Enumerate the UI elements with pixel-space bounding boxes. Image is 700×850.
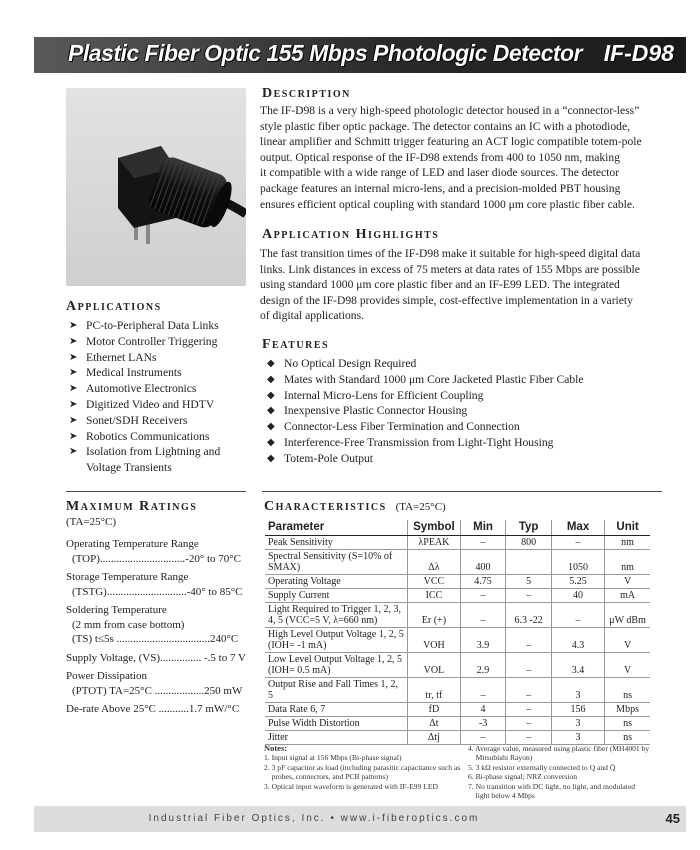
list-item: ➤ Sonet/SDH Receivers [69, 413, 188, 427]
list-item: ➤ Ethernet LANs [69, 350, 157, 364]
value-cell: – [506, 589, 552, 603]
notes-heading: Notes: [264, 743, 288, 753]
value-cell: -3 [460, 717, 506, 731]
value-cell: Er (+) [408, 603, 461, 628]
diamond-bullet-icon: ◆ [267, 436, 275, 448]
value-cell: 4.3 [551, 628, 604, 653]
value-cell: – [460, 536, 506, 550]
parameter-cell: Low Level Output Voltage 1, 2, 5 (IOH= 0.5 mA) [265, 653, 408, 678]
value-cell: 6.3 -22 [506, 603, 552, 628]
description-line: linear amplifier and Schmitt trigger featuring an ACT logic compatible totem-pole [260, 135, 642, 149]
note-line: 5. 3 kΩ resistor externally connected to Q and Q̄ [468, 762, 616, 772]
list-item: ◆ Internal Micro-Lens for Efficient Coupling [267, 388, 484, 402]
parameter-cell: Output Rise and Fall Times 1, 2, 5 [265, 678, 408, 703]
column-header: Max [551, 520, 604, 536]
value-cell: 3.9 [460, 628, 506, 653]
note-line: 7. No transition with DC light, no light, and modulated [468, 781, 636, 791]
table-row [265, 603, 650, 628]
value-cell: – [506, 653, 552, 678]
list-item: ◆ Connector-Less Fiber Termination and Connection [267, 420, 520, 434]
description-line: it compatible with a wide range of LED and laser diode sources. The detector [260, 166, 620, 180]
value-cell: 800 [506, 536, 552, 550]
list-item-continuation: Voltage Transients [86, 461, 172, 475]
value-cell: 40 [551, 589, 604, 603]
value-cell: λPEAK [408, 536, 461, 550]
value-cell: Δt [408, 717, 461, 731]
list-item: ➤ Robotics Communications [69, 429, 210, 443]
column-header: Symbol [408, 520, 461, 536]
value-cell: 3 [551, 717, 604, 731]
value-cell: nm [605, 550, 650, 575]
note-line: light below 4 Mbps [468, 791, 535, 801]
parameter-cell: Light Required to Trigger 1, 2, 3, 4, 5 (VCC=5 V, λ=660 nm) [265, 603, 408, 628]
list-item: ➤ Medical Instruments [69, 366, 182, 380]
value-cell: V [605, 575, 650, 589]
value-cell: ns [605, 731, 650, 745]
list-item: ➤ Isolation from Lightning and [69, 445, 221, 459]
characteristics-condition: (TA=25°C) [395, 501, 446, 513]
rating-line: (TOP)...............................-20° to 70°C [72, 552, 242, 565]
rating-line: De-rate Above 25°C ...........1.7 mW/°C [66, 703, 240, 715]
arrow-bullet-icon: ➤ [69, 398, 78, 410]
value-cell: – [506, 628, 552, 653]
highlights-line: of digital applications. [260, 309, 364, 323]
characteristics-heading: Characteristics (TA=25°C) [264, 499, 446, 514]
notes-right [468, 744, 658, 800]
arrow-bullet-icon: ➤ [69, 351, 78, 363]
parameter-cell: Spectral Sensitivity (S=10% of SMAX) [265, 550, 408, 575]
diamond-bullet-icon: ◆ [267, 421, 275, 433]
value-cell: – [551, 536, 604, 550]
list-item: ➤ Motor Controller Triggering [69, 334, 218, 348]
list-item: ◆ No Optical Design Required [267, 357, 417, 370]
value-cell: 2.9 [460, 653, 506, 678]
column-header: Typ [506, 520, 552, 536]
value-cell: 400 [460, 550, 506, 575]
table-row [265, 653, 650, 678]
value-cell: nm [605, 536, 650, 550]
value-cell: – [506, 703, 552, 717]
value-cell: 3 [551, 678, 604, 703]
table-header-row [265, 520, 650, 536]
rating-line: Storage Temperature Range [66, 571, 189, 583]
parameter-cell: Supply Current [265, 589, 408, 603]
page-number: 45 [665, 811, 680, 826]
product-photo [66, 88, 246, 286]
list-item: ➤ Digitized Video and HDTV [69, 397, 215, 411]
footer-company: Industrial Fiber Optics, Inc. • www.i-fiberoptics.com [148, 813, 480, 824]
list-item: ➤ Automotive Electronics [69, 382, 197, 396]
value-cell: – [460, 731, 506, 745]
table-row [265, 678, 650, 703]
value-cell: 1050 [551, 550, 604, 575]
value-cell: Mbps [605, 703, 650, 717]
value-cell: 3 [551, 731, 604, 745]
ratings-list [66, 537, 246, 717]
table-row [265, 717, 650, 731]
list-item: ◆ Interference-Free Transmission from Light-Tight Housing [267, 435, 554, 449]
value-cell: V [605, 628, 650, 653]
note-line: 6. Bi-phase signal; NRZ conversion [468, 772, 578, 782]
arrow-bullet-icon: ➤ [69, 335, 78, 347]
description-heading: Description [262, 86, 351, 101]
title-bar [34, 37, 686, 73]
value-cell: Δtj [408, 731, 461, 745]
ratings-heading: Maximum Ratings [66, 499, 198, 514]
description-line: package features an internal micro-lens, and a precision-molded PBT housing [260, 181, 621, 195]
list-item: ◆ Mates with Standard 1000 μm Core Jacketed Plastic Fiber Cable [267, 372, 584, 386]
description-line: The IF-D98 is a very high-speed photologic detector housed in a “connector-less” [260, 104, 640, 117]
value-cell: fD [408, 703, 461, 717]
note-line: 2. 3 pF capacitor as load (including parasitic capacitance such as [264, 762, 461, 772]
highlights-line: The fast transition times of the IF-D98 make it suitable for high-speed digital data [260, 247, 641, 260]
value-cell: Δλ [408, 550, 461, 575]
diamond-bullet-icon: ◆ [267, 452, 275, 464]
table-row [265, 575, 650, 589]
parameter-cell: Jitter [265, 731, 408, 745]
rating-line: (TS) t≤5s ..................................240°C [72, 633, 239, 645]
highlights-line: links. Link distances in excess of 75 meters at data rates of 155 Mbps are possible [260, 262, 640, 276]
note-line: 1. Input signal at 156 Mbps (Bi-phase signal) [264, 753, 402, 763]
arrow-bullet-icon: ➤ [69, 414, 78, 426]
parameter-cell: Data Rate 6, 7 [265, 703, 408, 717]
value-cell: 4 [460, 703, 506, 717]
value-cell: – [460, 678, 506, 703]
part-number: IF-D98 [603, 40, 674, 66]
parameter-cell: Pulse Width Distortion [265, 717, 408, 731]
features-list [264, 356, 664, 467]
characteristics-divider [262, 491, 662, 492]
value-cell: 4.75 [460, 575, 506, 589]
diamond-bullet-icon: ◆ [267, 358, 275, 369]
highlights-heading: Application Highlights [262, 227, 440, 242]
value-cell: VOH [408, 628, 461, 653]
arrow-bullet-icon: ➤ [69, 367, 78, 379]
value-cell: – [506, 678, 552, 703]
value-cell: mA [605, 589, 650, 603]
value-cell: – [551, 603, 604, 628]
list-item: ◆ Totem-Pole Output [267, 451, 374, 465]
table-row [265, 628, 650, 653]
ratings-divider [66, 491, 246, 492]
value-cell: μW dBm [605, 603, 650, 628]
rating-line: Soldering Temperature [66, 604, 167, 616]
arrow-bullet-icon: ➤ [69, 383, 78, 395]
description-line: ensures efficient optical coupling with standard 1000 μm core plastic fiber cable. [260, 197, 635, 211]
rating-line: Power Dissipation [66, 670, 147, 682]
characteristics-table [265, 520, 650, 745]
value-cell: ns [605, 678, 650, 703]
diamond-bullet-icon: ◆ [267, 389, 275, 401]
arrow-bullet-icon: ➤ [69, 446, 78, 458]
value-cell: – [506, 731, 552, 745]
ratings-condition: (TA=25°C) [66, 516, 117, 528]
rating-line: (PTOT) TA=25°C ..................250 mW [72, 684, 243, 697]
arrow-bullet-icon: ➤ [69, 430, 78, 442]
column-header: Min [460, 520, 506, 536]
table-row [265, 589, 650, 603]
value-cell: ICC [408, 589, 461, 603]
value-cell: – [460, 603, 506, 628]
value-cell [506, 550, 552, 575]
value-cell: tr, tf [408, 678, 461, 703]
page-title: Plastic Fiber Optic 155 Mbps Photologic Detector [68, 40, 583, 66]
description-line: style plastic fiber optic package. The detector contains an IC with a photodiode, [260, 119, 631, 133]
parameter-cell: Peak Sensitivity [265, 536, 408, 550]
parameter-cell: High Level Output Voltage 1, 2, 5 (IOH= -1 mA) [265, 628, 408, 653]
value-cell: – [506, 717, 552, 731]
rating-line: (TSTG).............................-40° to 85°C [72, 585, 243, 598]
highlights-line: using standard 1000 μm core plastic fiber and an IF-E99 LED. The integrated [260, 278, 620, 292]
description-text [260, 103, 660, 212]
column-header: Parameter [265, 520, 408, 536]
rating-line: (2 mm from case bottom) [72, 618, 185, 631]
rating-line: Supply Voltage, (VS)............... -.5 to 7 V [66, 651, 246, 664]
value-cell: ns [605, 717, 650, 731]
description-line: output. Optical response of the IF-D98 extends from 400 to 1050 nm, making [260, 150, 620, 164]
note-line: 4. Average value, measured using plastic fiber (MH4001 by [468, 744, 650, 753]
table-row [265, 536, 650, 550]
value-cell: – [460, 589, 506, 603]
value-cell: 156 [551, 703, 604, 717]
note-line: 3. Optical input waveform is generated with IF-E99 LED [264, 781, 438, 791]
note-line: probes, connectors, and PCB patterns) [264, 772, 389, 782]
characteristics-body [265, 536, 650, 745]
value-cell: VOL [408, 653, 461, 678]
table-row [265, 703, 650, 717]
value-cell: VCC [408, 575, 461, 589]
detector-illustration [66, 88, 246, 286]
list-item: ➤ PC-to-Peripheral Data Links [69, 319, 219, 332]
note-line: Mitsubishi Rayon) [468, 753, 533, 763]
value-cell: 5.25 [551, 575, 604, 589]
highlights-text [260, 246, 660, 324]
value-cell: V [605, 653, 650, 678]
table-row [265, 550, 650, 575]
features-heading: Features [262, 337, 330, 352]
footer-bar [34, 806, 686, 832]
arrow-bullet-icon: ➤ [69, 320, 78, 331]
list-item: ◆ Inexpensive Plastic Connector Housing [267, 404, 468, 418]
column-header: Unit [605, 520, 650, 536]
notes-left [264, 744, 464, 791]
diamond-bullet-icon: ◆ [267, 405, 275, 417]
applications-list [66, 318, 256, 476]
table-row [265, 731, 650, 745]
parameter-cell: Operating Voltage [265, 575, 408, 589]
value-cell: 5 [506, 575, 552, 589]
diamond-bullet-icon: ◆ [267, 373, 275, 385]
highlights-line: design of the IF-D98 provides simple, cost-effective implementation in a variety [260, 293, 633, 307]
applications-heading: Applications [66, 299, 162, 314]
value-cell: 3.4 [551, 653, 604, 678]
rating-line: Operating Temperature Range [66, 538, 199, 550]
